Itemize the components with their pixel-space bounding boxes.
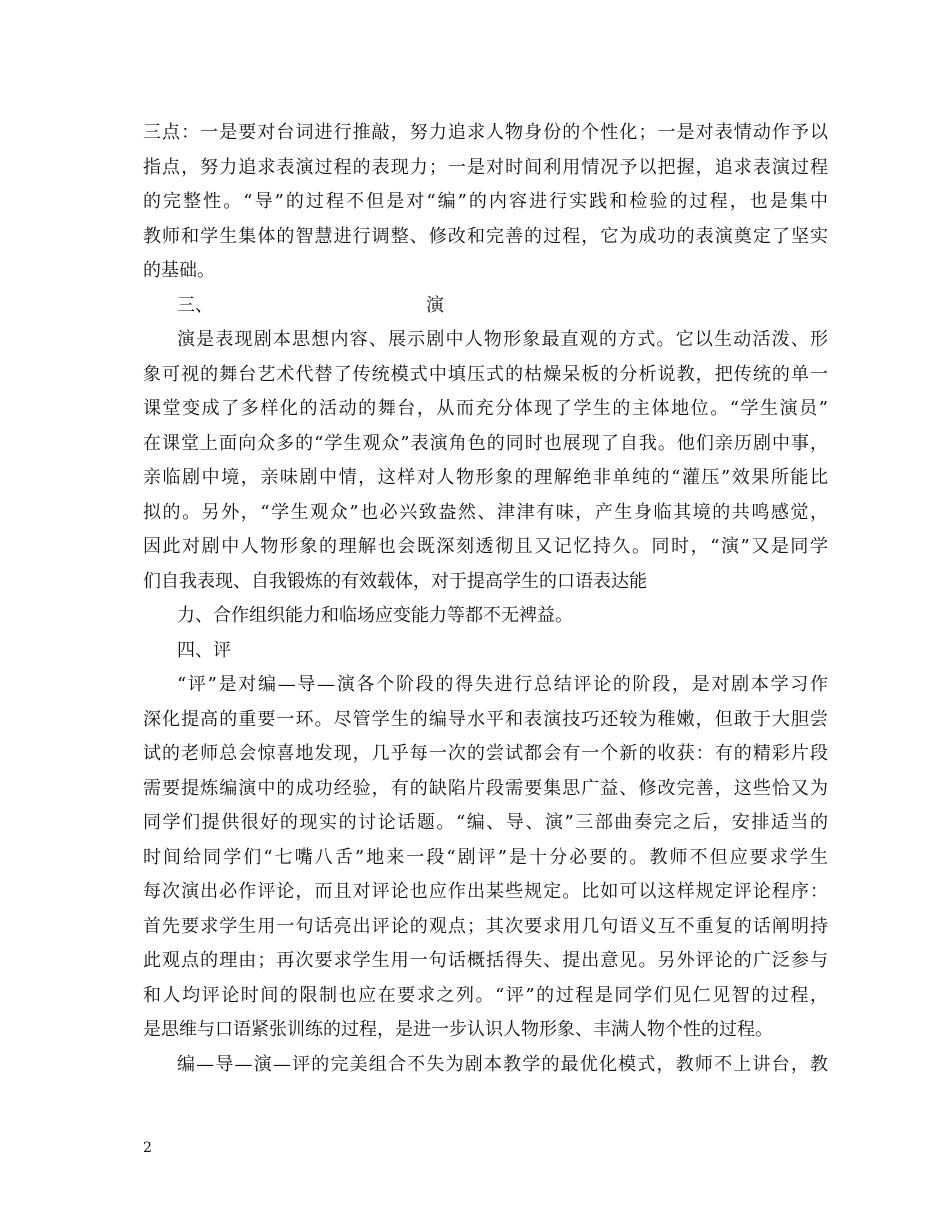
page-number: 2: [143, 1140, 152, 1156]
paragraph-line: 的基础。: [143, 260, 215, 281]
paragraph-line: 课堂变成了多样化的活动的舞台，从而充分体现了学生的主体地位。“学生演员”: [143, 398, 828, 419]
paragraph-line: 试的老师总会惊喜地发现，几乎每一次的尝试都会有一个新的收获：有的精彩片段: [143, 743, 828, 764]
body-text: [143, 116, 828, 1082]
paragraph-line: 力、合作组织能力和临场应变能力等都不无裨益。: [177, 605, 573, 626]
paragraph-line: “评”是对编—导—演各个阶段的得失进行总结评论的阶段，是对剧本学习作: [177, 674, 828, 695]
paragraph-line: 是思维与口语紧张训练的过程，是进一步认识人物形象、丰满人物个性的过程。: [143, 1019, 773, 1040]
paragraph-line: 的完整性。“导”的过程不但是对“编”的内容进行实践和检验的过程，也是集中: [143, 191, 828, 212]
paragraph-line: 演是表现剧本思想内容、展示剧中人物形象最直观的方式。它以生动活泼、形: [177, 329, 828, 350]
section-heading-3: [143, 289, 828, 324]
paragraph-line: 亲临剧中境，亲味剧中情，这样对人物形象的理解绝非单纯的“灌压”效果所能比: [143, 467, 828, 488]
paragraph-line: 此观点的理由；再次要求学生用一句话概括得失、提出意见。另外评论的广泛参与: [143, 950, 828, 971]
paragraph-line: 深化提高的重要一环。尽管学生的编导水平和表演技巧还较为稚嫩，但敢于大胆尝: [143, 708, 828, 730]
section-number: 三、: [177, 294, 213, 316]
paragraph-line: 和人均评论时间的限制也应在要求之列。“评”的过程是同学们见仁见智的过程，: [143, 984, 828, 1006]
section-heading-4: 四、评: [177, 639, 231, 661]
paragraph-line: 同学们提供很好的现实的讨论话题。“编、导、演”三部曲奏完之后，安排适当的: [143, 812, 828, 833]
paragraph-line: 指点，努力追求表演过程的表现力；一是对时间利用情况予以把握，追求表演过程: [143, 156, 828, 178]
paragraph-line: 在课堂上面向众多的“学生观众”表演角色的同时也展现了自我。他们亲历剧中事，: [143, 432, 828, 454]
paragraph-line: 需要提炼编演中的成功经验，有的缺陷片段需要集思广益、修改完善，这些恰又为: [143, 777, 828, 799]
section-title: 演: [426, 294, 444, 316]
paragraph-line: 首先要求学生用一句话亮出评论的观点；其次要求用几句语义互不重复的话阐明持: [143, 915, 828, 937]
paragraph-line: 编—导—演—评的完美组合不失为剧本教学的最优化模式，教师不上讲台，教: [177, 1053, 828, 1075]
paragraph-line: 时间给同学们“七嘴八舌”地来一段“剧评”是十分必要的。教师不但应要求学生: [143, 846, 828, 868]
paragraph-line: 教师和学生集体的智慧进行调整、修改和完善的过程，它为成功的表演奠定了坚实: [143, 225, 828, 247]
paragraph-line: 因此对剧中人物形象的理解也会既深刻透彻且又记忆持久。同时，“演”又是同学: [143, 536, 828, 557]
paragraph-line: 三点：一是要对台词进行推敲，努力追求人物身份的个性化；一是对表情动作予以: [143, 122, 828, 143]
paragraph-line: 们自我表现、自我锻炼的有效载体，对于提高学生的口语表达能: [143, 570, 647, 592]
paragraph-line: 象可视的舞台艺术代替了传统模式中填压式的枯燥呆板的分析说教，把传统的单一: [143, 363, 828, 385]
paragraph-line: 拟的。另外，“学生观众”也必兴致盎然、津津有味，产生身临其境的共鸣感觉，: [143, 501, 828, 523]
paragraph-line: 每次演出必作评论，而且对评论也应作出某些规定。比如可以这样规定评论程序：: [143, 881, 828, 902]
